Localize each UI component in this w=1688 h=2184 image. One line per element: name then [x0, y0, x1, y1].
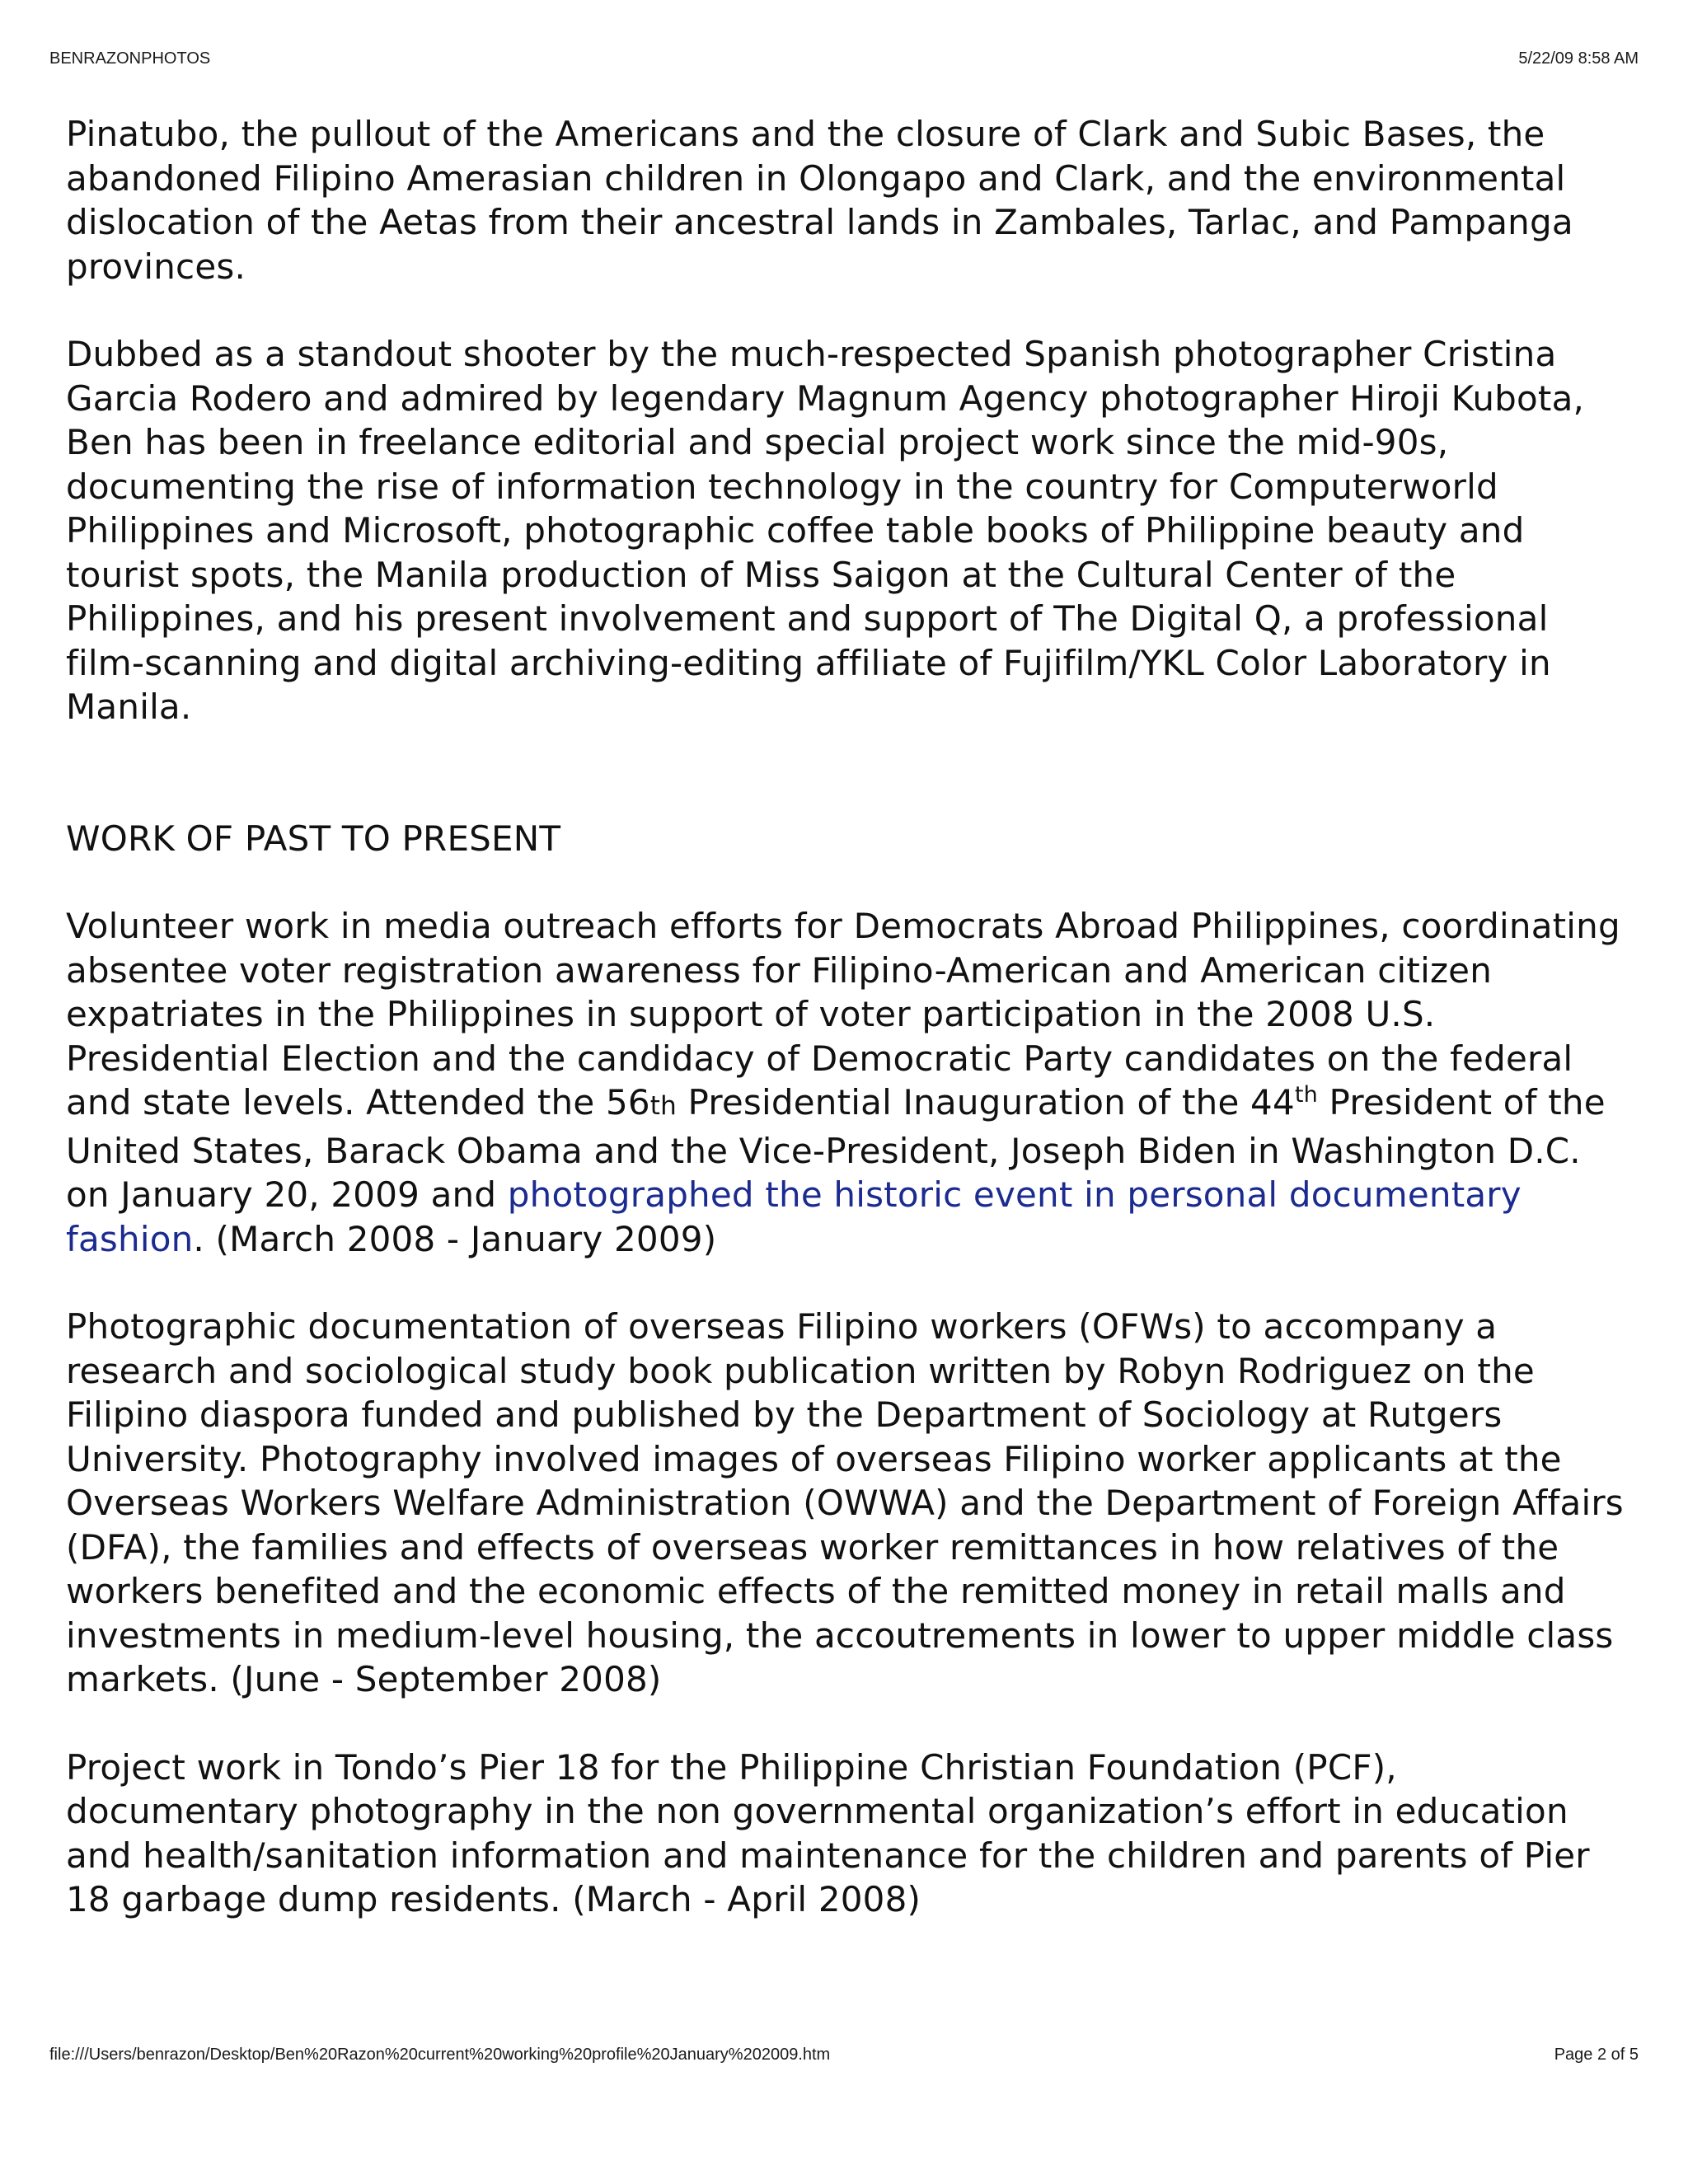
- document-body: [66, 112, 1632, 1966]
- print-footer-page-number: Page 2 of 5: [1554, 2046, 1639, 2064]
- paragraph-text: Volunteer work in media outreach efforts for Democrats Abroad Philippines, coordinating absentee voter registration awareness for Filipino-American and American citizen expatriates in the Philippines in support of voter participation in the 2008 U.S. Presidential Election and the candidacy of Democratic Party candidates on the federal and state levels. Attended the 56: [66, 906, 1620, 1122]
- print-header-datetime: 5/22/09 8:58 AM: [1518, 49, 1639, 68]
- paragraph-democrats-abroad: [66, 904, 1632, 1261]
- paragraph-text: . (March 2008 - January 2009): [193, 1218, 717, 1259]
- paragraph-ofw-documentation: Photographic documentation of overseas Filipino workers (OFWs) to accompany a research and sociological study book publication written by Robyn Rodriguez on the Filipino diaspora funded and published by the Department of Sociology at Rutgers University. Photography involved images of overseas Filipino worker applicants at the Overseas Workers Welfare Administration (OWWA) and the Department of Foreign Affairs (DFA), the families and effects of overseas worker remittances in how relatives of the workers benefited and the economic effects of the remitted money in retail malls and investments in medium-level housing, the accoutrements in lower to upper middle class markets. (June - September 2008): [66, 1306, 1624, 1699]
- ordinal-suffix: th: [649, 1091, 677, 1121]
- paragraph-career-summary: Dubbed as a standout shooter by the much-respected Spanish photographer Cristina Garcia Rodero and admired by legendary Magnum Agency photographer Hiroji Kubota, Ben has been in freelance editorial and special project work since the mid-90s, documenting the rise of information technology in the country for Computerworld Philippines and Microsoft, photographic coffee table books of Philippine beauty and tourist spots, the Manila production of Miss Saigon at the Cultural Center of the Philippines, and his present involvement and support of The Digital Q, a professional film-scanning and digital archiving-editing affiliate of Fujifilm/YKL Color Laboratory in Manila.: [66, 334, 1585, 727]
- paragraph-pier-18: Project work in Tondo’s Pier 18 for the Philippine Christian Foundation (PCF), documentary photography in the non governmental organization’s effort in education and health/sanitation information and maintenance for the children and parents of Pier 18 garbage dump residents. (March - April 2008): [66, 1746, 1590, 1919]
- print-footer: [49, 2046, 1639, 2064]
- ordinal-suffix-superscript: th: [1294, 1082, 1318, 1108]
- paragraph-pinatubo: Pinatubo, the pullout of the Americans and the closure of Clark and Subic Bases, the abandoned Filipino Amerasian children in Olongapo and Clark, and the environmental dislocation of the Aetas from their ancestral lands in Zambales, Tarlac, and Pampanga provinces.: [66, 114, 1573, 287]
- paragraph-text: Presidential Inauguration of the 44: [677, 1082, 1295, 1122]
- print-footer-file-path: file:///Users/benrazon/Desktop/Ben%20Razon%20current%20working%20profile%20January%202009.htm: [49, 2046, 831, 2064]
- paragraph-text: President of the United States, Barack Obama and the Vice-President, Joseph Biden in Washington D.C. on January 20, 2009 and: [66, 1082, 1606, 1215]
- print-header: [49, 49, 1639, 68]
- print-header-site-name: BENRAZONPHOTOS: [49, 49, 211, 68]
- section-heading-work: WORK OF PAST TO PRESENT: [66, 818, 561, 859]
- inauguration-photos-link[interactable]: photographed the historic event in personal documentary fashion: [66, 1174, 1522, 1259]
